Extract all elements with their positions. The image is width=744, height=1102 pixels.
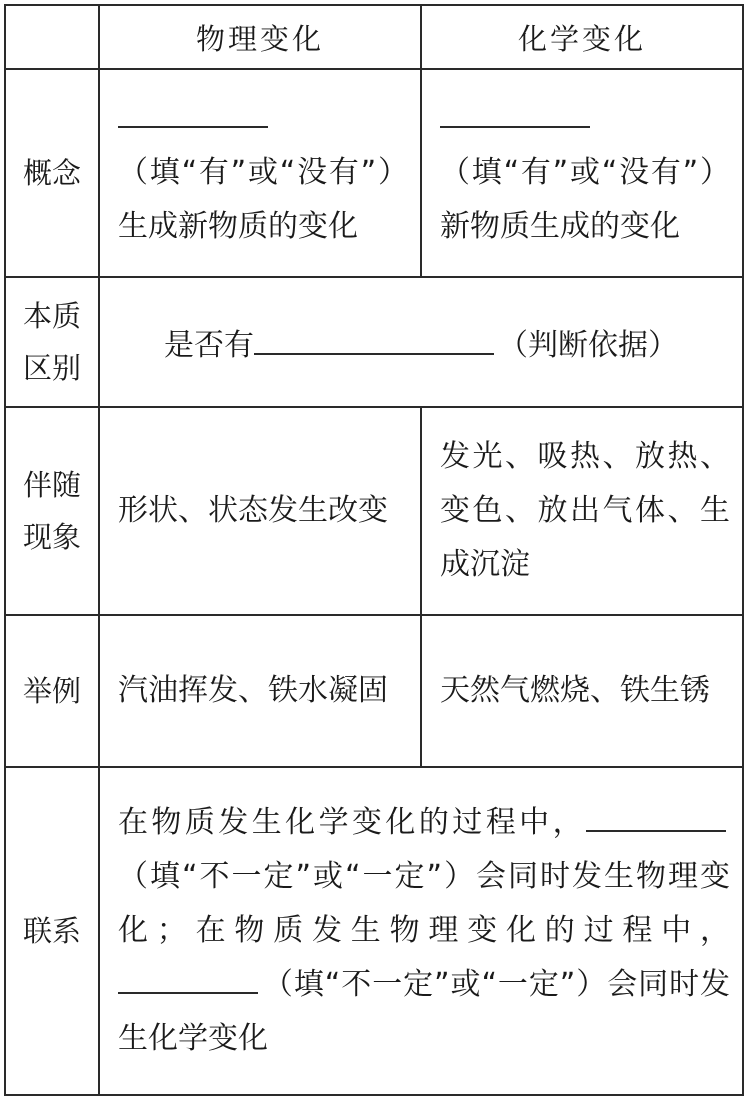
relation-blank-2[interactable] [118,962,258,994]
concept-chemical-text: （填“有”或“没有”）新物质生成的变化 [440,155,730,244]
phenomenon-chemical-cell [421,407,743,615]
example-chemical-cell [421,615,743,767]
relation-row [5,767,743,1095]
concept-chemical-blank[interactable] [440,96,590,128]
phenomenon-chemical-text: 发光、吸热、放热、变色、放出气体、生成沉淀 [440,439,730,582]
header-physical-change: 物理变化 [99,5,421,69]
phenomenon-label-line2: 现象 [22,520,81,554]
concept-chemical-cell [421,69,743,277]
relation-content-cell [99,767,743,1095]
concept-physical-text: （填“有”或“没有”）生成新物质的变化 [118,155,408,244]
relation-text-part3: （填“不一定”或“一定”）会同时发生化学变化 [118,967,730,1056]
essence-text-before: 是否有 [164,328,254,363]
relation-text-part2: （填“不一定”或“一定”）会同时发生物理变化；在物质发生物理变化的过程中， [118,859,730,948]
relation-text-part1: 在物质发生化学变化的过程中， [118,805,586,840]
example-row [5,615,743,767]
concept-physical-cell [99,69,421,277]
essence-text-after: （判断依据） [498,328,678,363]
phenomenon-physical-cell [99,407,421,615]
concept-row [5,69,743,277]
example-physical-text: 汽油挥发、铁水凝固 [118,673,388,708]
relation-blank-1[interactable] [586,800,726,832]
essence-label-line1: 本质 [22,299,81,333]
essence-content-cell [99,277,743,407]
example-label: 举例 [5,615,99,767]
concept-physical-blank[interactable] [118,96,268,128]
phenomenon-label-line1: 伴随 [22,468,81,502]
phenomenon-label [5,407,99,615]
header-row [5,5,743,69]
physical-chemical-change-table [4,4,744,1096]
example-chemical-text: 天然气燃烧、铁生锈 [440,673,710,708]
phenomenon-row [5,407,743,615]
header-corner-cell [5,5,99,69]
comparison-table-sheet [4,4,742,1100]
essence-blank[interactable] [254,323,494,355]
header-chemical-change: 化学变化 [421,5,743,69]
example-physical-cell [99,615,421,767]
essence-label-line2: 区别 [22,351,81,385]
concept-label: 概念 [5,69,99,277]
relation-label: 联系 [5,767,99,1095]
essence-label [5,277,99,407]
phenomenon-physical-text: 形状、状态发生改变 [118,493,388,528]
essence-row [5,277,743,407]
